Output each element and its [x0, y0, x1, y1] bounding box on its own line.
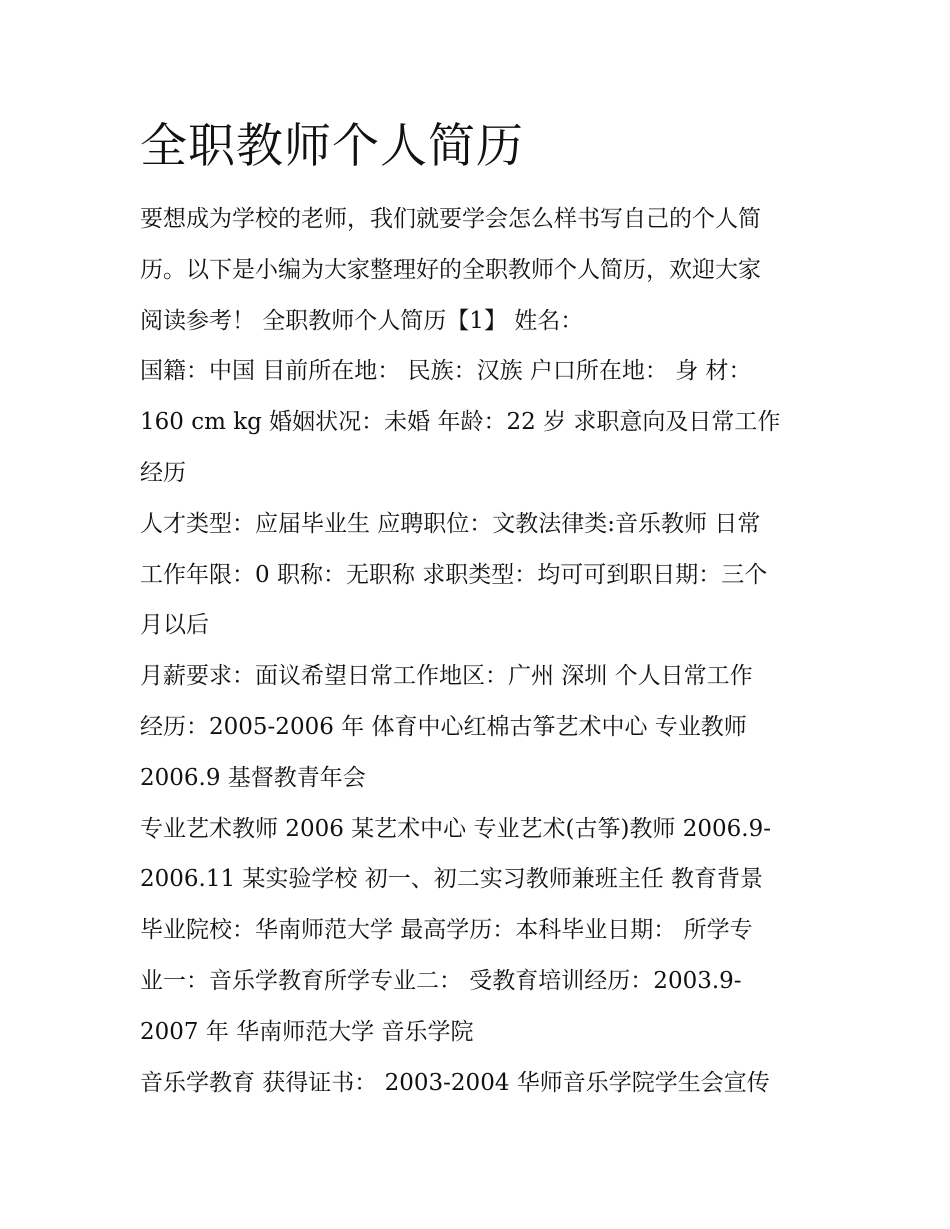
text-line: 2006.11 某实验学校 初一、初二实习教师兼班主任 教育背景	[140, 866, 764, 893]
text-line: 人才类型：应届毕业生 应聘职位：文教法律类:音乐教师 日常	[140, 510, 761, 537]
paragraph-certificates	[140, 1058, 820, 1109]
text-line: 月以后	[140, 612, 209, 639]
text-line: 要想成为学校的老师，我们就要学会怎么样书写自己的个人简	[140, 206, 761, 232]
text-line: 专业艺术教师 2006 某艺术中心 专业艺术(古筝)教师 2006.9-	[140, 815, 771, 842]
paragraph-intro	[140, 194, 820, 346]
text-line: 经历：2005-2006 年 体育中心红棉古筝艺术中心 专业教师	[140, 713, 747, 740]
text-line: 阅读参考！ 全职教师个人简历【1】 姓名：	[140, 307, 584, 334]
text-line: 160 cm kg 婚姻状况：未婚 年龄：22 岁 求职意向及日常工作	[140, 409, 781, 436]
text-line: 历。以下是小编为大家整理好的全职教师个人简历，欢迎大家	[140, 256, 761, 283]
text-line: 2007 年 华南师范大学 音乐学院	[140, 1018, 474, 1045]
text-line: 经历	[140, 459, 186, 486]
text-line: 毕业院校：华南师范大学 最高学历：本科毕业日期： 所学专	[140, 917, 753, 944]
text-line: 业一：音乐学教育所学专业二： 受教育培训经历：2003.9-	[140, 967, 742, 994]
paragraph-personal-info	[140, 346, 820, 498]
text-line: 2006.9 基督教青年会	[140, 764, 366, 791]
document-page	[140, 112, 820, 1108]
paragraph-education	[140, 804, 820, 1058]
text-line: 工作年限：0 职称：无职称 求职类型：均可可到职日期：三个	[140, 561, 768, 588]
text-line: 国籍：中国 目前所在地： 民族：汉族 户口所在地： 身 材：	[140, 358, 752, 385]
paragraph-work-experience	[140, 651, 820, 803]
text-line: 音乐学教育 获得证书： 2003-2004 华师音乐学院学生会宣传	[140, 1069, 770, 1096]
text-line: 月薪要求：面议希望日常工作地区：广州 深圳 个人日常工作	[140, 663, 753, 690]
document-title: 全职教师个人简历	[140, 119, 524, 174]
paragraph-job-intent	[140, 499, 820, 651]
